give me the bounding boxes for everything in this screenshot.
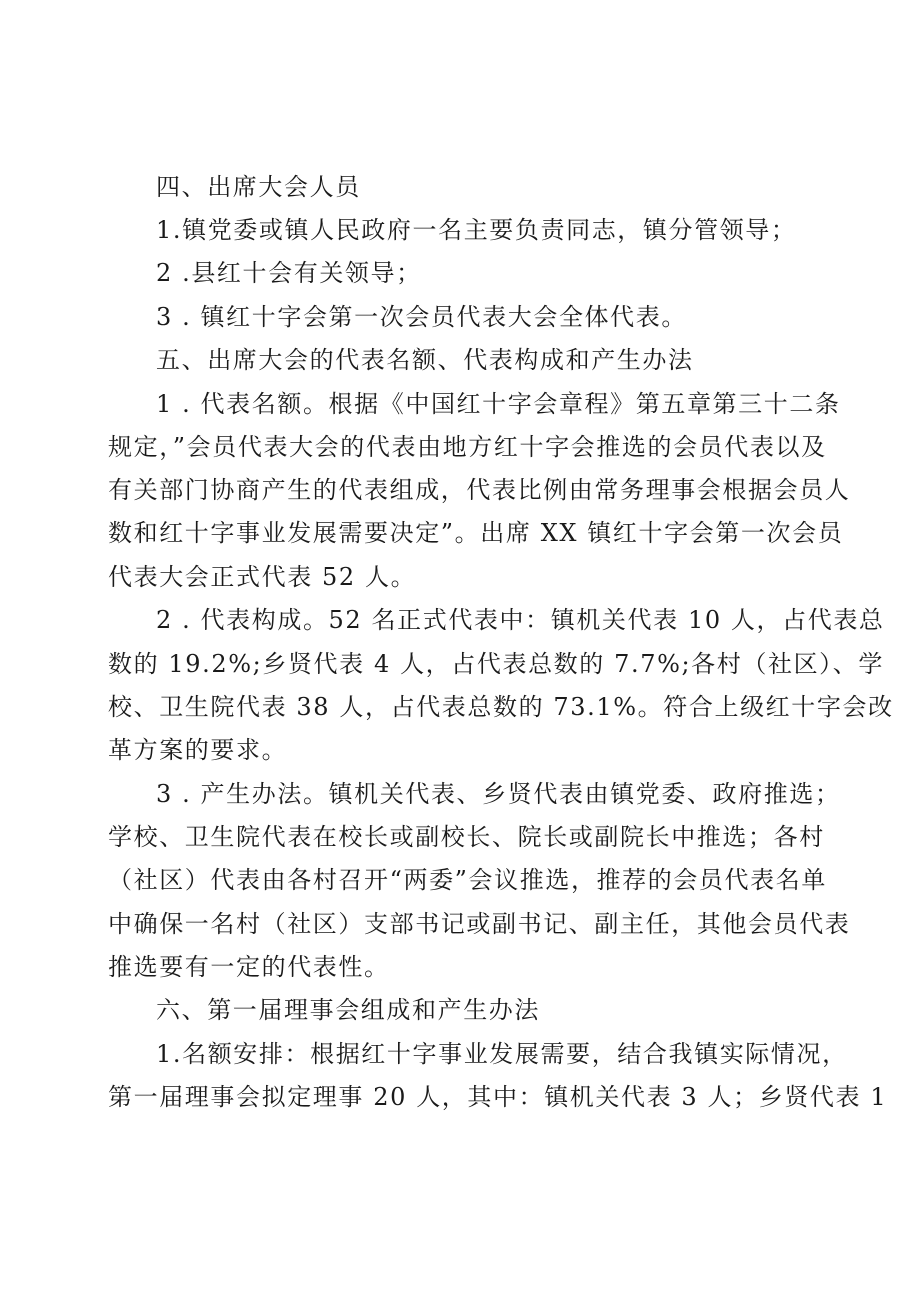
paragraph-line: 第一届理事会拟定理事 20 人，其中：镇机关代表 3 人；乡贤代表 1	[108, 1083, 888, 1111]
paragraph-line: 2 .县红十会有关领导；	[156, 259, 422, 287]
paragraph-line: 2 . 代表构成。52 名正式代表中：镇机关代表 10 人，占代表总	[156, 606, 885, 634]
paragraph-line: 1.名额安排：根据红十字事业发展需要，结合我镇实际情况，	[156, 1040, 848, 1068]
paragraph-line: 代表大会正式代表 52 人。	[108, 563, 417, 591]
paragraph-line: 校、卫生院代表 38 人，占代表总数的 73.1%。符合上级红十字会改	[108, 693, 894, 721]
paragraph-line: 推选要有一定的代表性。	[108, 953, 390, 981]
paragraph-line: 有关部门协商产生的代表组成，代表比例由常务理事会根据会员人	[108, 476, 851, 504]
section-heading-delegates: 五、出席大会的代表名额、代表构成和产生办法	[156, 346, 694, 374]
paragraph-line: 中确保一名村（社区）支部书记或副书记、副主任，其他会员代表	[108, 910, 851, 938]
paragraph-line: 1.镇党委或镇人民政府一名主要负责同志，镇分管领导；	[156, 216, 797, 244]
paragraph-line: 数的 19.2%;乡贤代表 4 人，占代表总数的 7.7%;各村（社区）、学	[108, 650, 884, 678]
paragraph-line: 数和红十字事业发展需要决定”。出席 XX 镇红十字会第一次会员	[108, 519, 844, 547]
paragraph-line: 革方案的要求。	[108, 736, 288, 764]
section-heading-attendees: 四、出席大会人员	[156, 173, 361, 201]
paragraph-line: （社区）代表由各村召开“两委”会议推选，推荐的会员代表名单	[108, 866, 827, 894]
paragraph-line: 学校、卫生院代表在校长或副校长、院长或副院长中推选；各村	[108, 823, 825, 851]
paragraph-line: 3 . 镇红十字会第一次会员代表大会全体代表。	[156, 303, 687, 331]
paragraph-line: 1 . 代表名额。根据《中国红十字会章程》第五章第三十二条	[156, 390, 841, 418]
paragraph-line: 规定，”会员代表大会的代表由地方红十字会推选的会员代表以及	[108, 433, 827, 461]
section-heading-council: 六、第一届理事会组成和产生办法	[156, 996, 540, 1024]
paragraph-line: 3 . 产生办法。镇机关代表、乡贤代表由镇党委、政府推选；	[156, 780, 841, 808]
